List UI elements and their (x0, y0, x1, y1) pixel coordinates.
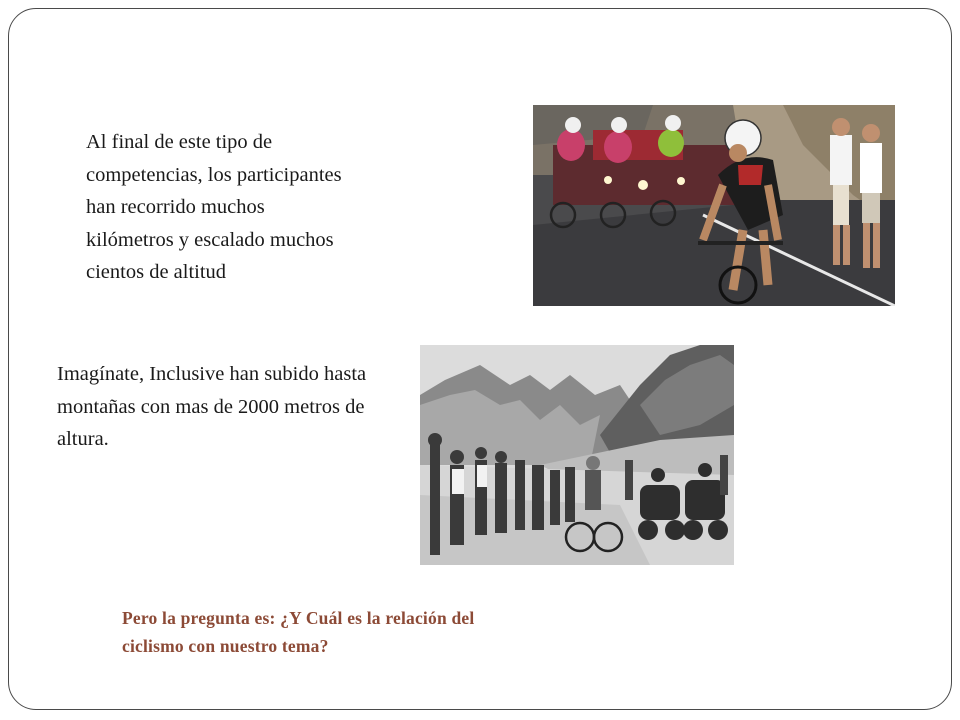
cyclists-climbing-photo (533, 105, 895, 306)
closing-question (122, 604, 602, 660)
text-line: cientos de altitud (86, 261, 227, 283)
text-line: kilómetros y escalado muchos (86, 228, 334, 251)
historic-mountain-climb-photo (420, 345, 734, 565)
text-line: montañas con mas de 2000 metros de (57, 395, 365, 418)
text-line: Imagínate, Inclusive han subido hasta (57, 363, 367, 385)
text-line: altura. (57, 428, 109, 450)
historic-mountain-illustration (420, 345, 734, 565)
text-line: Al final de este tipo de (86, 131, 273, 153)
paragraph-race-distance (86, 126, 406, 289)
question-line: ciclismo con nuestro tema? (122, 636, 329, 656)
cyclists-climbing-illustration (533, 105, 895, 306)
text-line: han recorrido muchos (86, 196, 265, 218)
paragraph-mountain-altitude (57, 358, 427, 456)
text-line: competencias, los participantes (86, 163, 342, 186)
question-line: Pero la pregunta es: ¿Y Cuál es la relación del (122, 608, 475, 628)
